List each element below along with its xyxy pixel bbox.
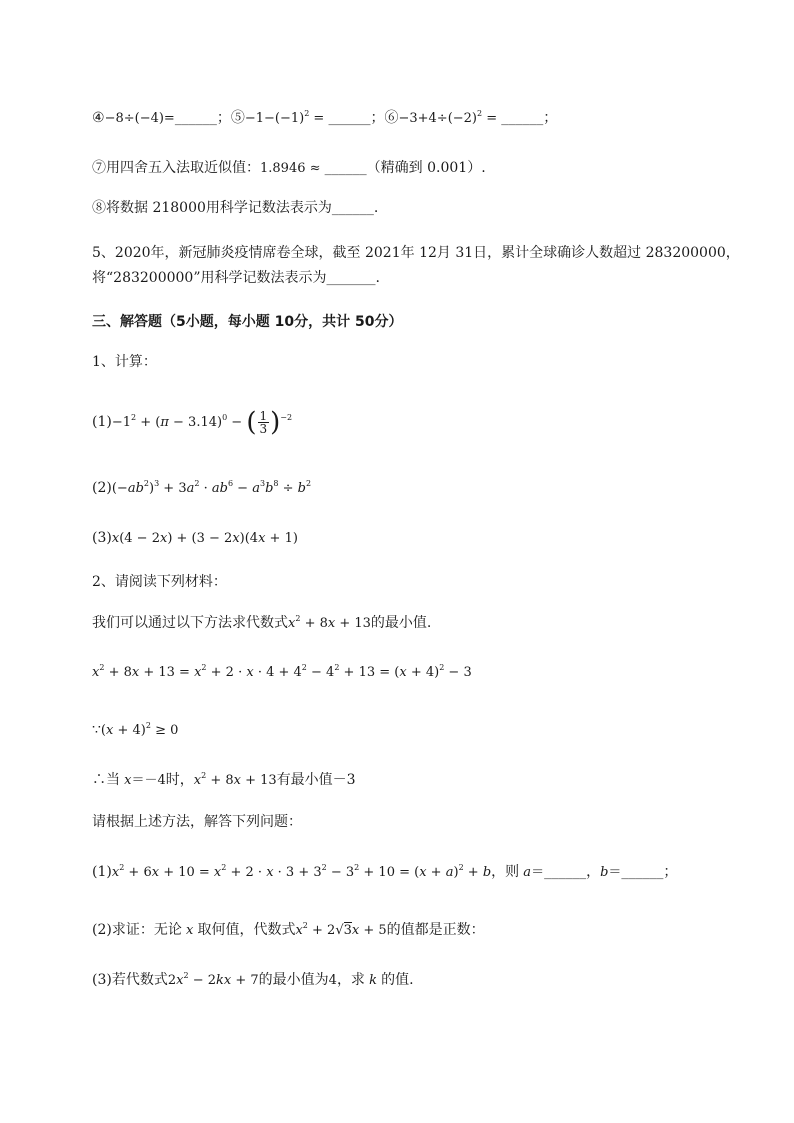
problem-1-label: (1) — [92, 864, 112, 880]
item-6-marker: ；⑥ — [370, 110, 399, 126]
fill-blank-row-8: ⑧将数据 218000用科学记数法表示为______. — [92, 200, 379, 216]
question-1-part-2 — [92, 478, 754, 499]
row-end: ； — [543, 110, 558, 126]
part-1-label: (1) — [92, 414, 112, 430]
problem-1 — [92, 862, 754, 883]
min-value: 4 — [328, 973, 337, 988]
blank-5: ______ — [328, 110, 371, 126]
blank-b: ______ — [621, 864, 664, 880]
problem-3 — [92, 970, 754, 991]
expr-q1-2: $(-ab^2)^3 + 3a^2 \cdot ab^6 - a^3b^8 \div b^2$ — [111, 479, 312, 496]
fill-blank-row-7 — [92, 158, 754, 179]
var-x: x — [181, 923, 198, 938]
var-k: k — [364, 973, 382, 988]
expr-because: $(x + 4)^2 \ge 0$ — [100, 721, 179, 738]
approx-value: 1.8946 — [260, 161, 306, 176]
item-5-marker: ；⑤ — [216, 110, 245, 126]
expr-derivation: $x^2 + 8x + 13 = x^2 + 2 \cdot x \cdot 4 + 4^2 - 4^2 + 13 = (x + 4)^2 - 3$ — [92, 663, 472, 680]
item-4-marker: ④ — [92, 110, 105, 126]
question-5-line-1: 5、2020年，新冠肺炎疫情席卷全球，截至 2021年 12月 31日，累计全球确诊人数超过 283200000， — [92, 245, 740, 261]
method-line: 请根据上述方法，解答下列问题： — [92, 814, 302, 830]
expr-5: $-1-(-1)^2$ = — [244, 109, 329, 126]
question-1-title: 1、计算： — [92, 354, 157, 370]
problem-2-pre: (2)求证：无论 — [92, 922, 182, 938]
part-2-label: (2) — [92, 480, 112, 496]
blank-6: ______ — [501, 110, 544, 126]
expr-min: $x^2 + 8x + 13$ — [193, 771, 277, 788]
expr-p2: $x^2 + 2√3x + 5$ — [295, 921, 387, 938]
blank-4: ______ — [174, 110, 217, 126]
question-5-line-2: 将“283200000”用科学记数法表示为_______. — [92, 270, 380, 286]
intro-text-end: 的最小值. — [370, 615, 432, 631]
problem-3-post: ，求 — [336, 972, 365, 988]
problem-3-pre: (3)若代数式 — [92, 972, 168, 988]
part-3-label: (3) — [92, 530, 112, 546]
expr-q1-1: $-1^2 + (\pi - 3.14)^0$ − ( $\frac{1}{3}$ )$^{-2}$ — [111, 407, 293, 438]
expr-q1-3: x(4 − 2x) + (3 − 2x)(4x + 1) — [111, 531, 298, 546]
problem-1-end: ； — [663, 864, 678, 880]
blank-a: ______ — [544, 864, 587, 880]
problem-2-post: 的值都是正数： — [386, 922, 485, 938]
intro-text: 我们可以通过以下方法求代数式 — [92, 615, 288, 631]
derivation — [92, 662, 754, 683]
problem-2 — [92, 920, 754, 941]
problem-3-end: 的值. — [381, 972, 414, 988]
item-7-text: ⑦用四舍五入法取近似值： — [92, 160, 260, 176]
item-7-precision: （精确到 0.001）. — [366, 160, 486, 176]
expr-6: $-3+4\div(-2)^2$ = — [398, 109, 502, 126]
problem-3-mid: 的最小值为 — [258, 972, 329, 988]
expr-intro: $x^2 + 8x + 13$ — [288, 614, 371, 631]
because-line — [92, 720, 754, 741]
section-3-heading: 三、解答题（5小题，每小题 10分，共计 50分） — [92, 314, 403, 330]
question-1-part-3 — [92, 528, 754, 549]
question-1-part-1 — [92, 407, 754, 438]
problem-2-mid: 取何值，代数式 — [197, 922, 296, 938]
therefore-post: 有最小值－3 — [276, 772, 356, 788]
expr-x-value: x＝－4 — [124, 773, 166, 788]
blank-7: ______ — [324, 160, 367, 176]
expr-p1: $x^2 + 6x + 10 = x^2 + 2 \cdot x \cdot 3 + 3^2 - 3^2 + 10 = (x + a)^2 + b$ — [111, 863, 492, 880]
fill-blank-row-4-6 — [92, 108, 754, 129]
therefore-mid: 时， — [165, 772, 194, 788]
var-b: b＝ — [600, 865, 622, 880]
question-2-intro — [92, 613, 754, 634]
approx-sign: ≈ — [305, 161, 325, 176]
problem-1-comma: ， — [586, 864, 601, 880]
therefore-pre: ∴当 — [92, 772, 120, 788]
var-a: a＝ — [523, 865, 545, 880]
question-2-title: 2、请阅读下列材料： — [92, 574, 227, 590]
expr-p3: $2x^2 - 2kx + 7$ — [167, 971, 259, 988]
problem-1-then: ，则 — [491, 864, 520, 880]
therefore-line — [92, 770, 754, 791]
because-symbol: ∵ — [92, 722, 101, 738]
expr-4: −8÷(−4)= — [104, 111, 175, 126]
